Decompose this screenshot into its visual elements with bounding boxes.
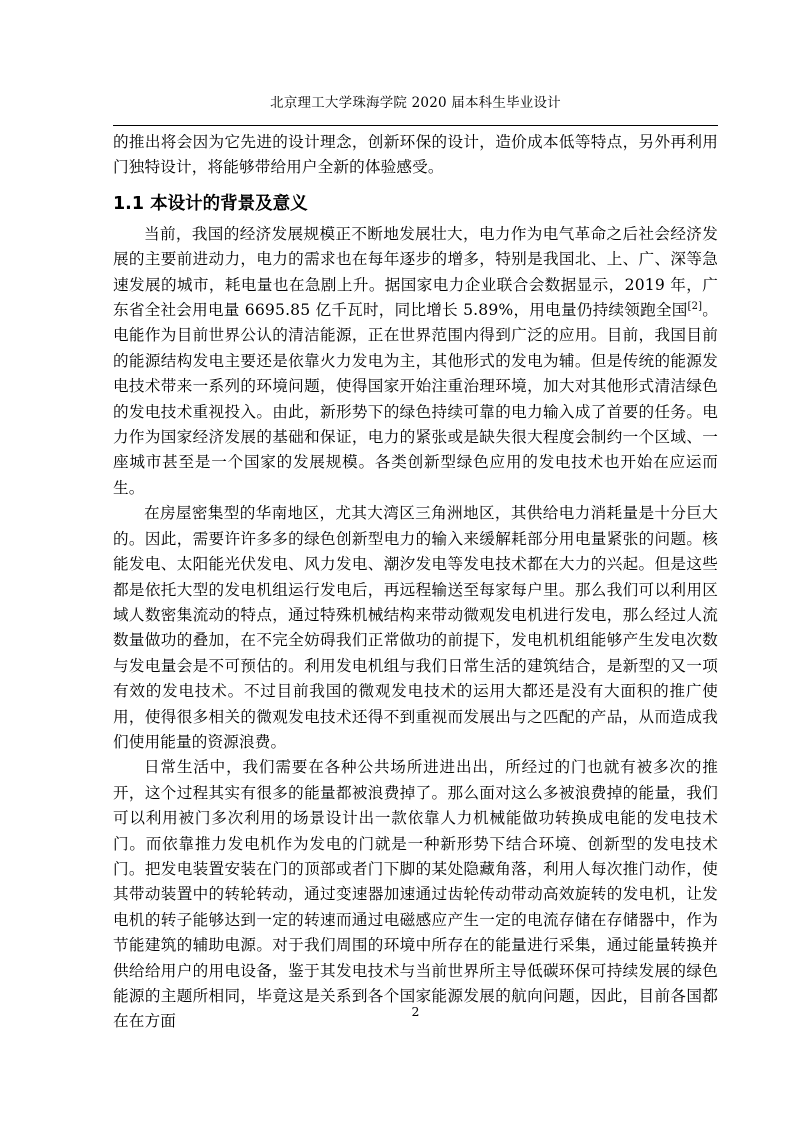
citation-reference: [2]	[687, 300, 703, 312]
body-text	[113, 130, 718, 1035]
header-rule	[113, 125, 718, 126]
background-paragraph-2: 在房屋密集型的华南地区，尤其大湾区三角洲地区，其供给电力消耗量是十分巨大的。因此，需要许许多多的绿色创新型电力的输入来缓解耗部分用电量紧张的问题。核能发电、太阳能光伏发电、风力发电、潮汐发电等发电技术都在大力的兴起。但是这些都是依托大型的发电机组运行发电后，再远程输送至每家每户里。那么我们可以利用区域人数密集流动的特点，通过特殊机械结构来带动微观发电机进行发电，那么经过人流数量做功的叠加，在不完全妨碍我们正常做功的前提下，发电机机组能够产生发电次数与发电量会是不可预估的。利用发电机组与我们日常生活的建筑结合，是新型的又一项有效的发电技术。不过目前我国的微观发电技术的运用大都还是没有大面积的推广使用，使得很多相关的微观发电技术还得不到重视而发展出与之匹配的产品，从而造成我们使用能量的资源浪费。	[113, 504, 718, 751]
paragraph-1-text-a: 当前，我国的经济发展规模正不断地发展壮大，电力作为电气革命之后社会经济发展的主要前进动力，电力的需求也在每年逐步的增多，特别是我国北、上、广、深等急速发展的城市，耗电量也在急剧上升。据国家电力企业联合会数据显示，2019 年，广东省全社会用电量 6695.85 亿千瓦时，同比增长 5.89%，用电量仍持续领跑全国	[113, 224, 718, 320]
running-header: 北京理工大学珠海学院 2020 届本科生毕业设计	[270, 95, 561, 111]
page-number: 2	[411, 1004, 420, 1019]
intro-continuation-paragraph: 的推出将会因为它先进的设计理念，创新环保的设计，造价成本低等特点，另外再利用门独特设计，将能够带给用户全新的体验感受。	[113, 133, 718, 177]
background-paragraph-3: 日常生活中，我们需要在各种公共场所进进出出，所经过的门也就有被多次的推开，这个过程其实有很多的能量都被浪费掉了。那么面对这么多被浪费掉的能量，我们可以利用被门多次利用的场景设计出一款依靠人力机械能做功转换成电能的发电技术门。而依靠推力发电机作为发电的门就是一种新形势下结合环境、创新型的发电技术门。把发电装置安装在门的顶部或者门下脚的某处隐藏角落，利用人每次推门动作，使其带动装置中的转轮转动，通过变速器加速通过齿轮传动带动高效旋转的发电机，让发电机的转子能够达到一定的转速而通过电磁感应产生一定的电流存储在存储器中，作为节能建筑的辅助电源。对于我们周围的环境中所存在的能量进行采集，通过能量转换并供给给用户的用电设备，鉴于其发电技术与当前世界所主导低碳环保可持续发展的绿色能源的主题所相同，毕竟这是关系到各个国家能源发展的航向问题，因此，目前各国都在在方面	[113, 758, 718, 1031]
section-heading: 1.1 本设计的背景及意义	[113, 193, 308, 214]
paragraph-1-text-b: 。电能作为目前世界公认的清洁能源，正在世界范围内得到广泛的应用。目前，我国目前的能源结构发电主要还是依靠火力发电为主，其他形式的发电为辅。但是传统的能源发电技术带来一系列的环境问题，使得国家开始注重治理环境，加大对其他形式清洁绿色的发电技术重视投入。由此，新形势下的绿色持续可靠的电力输入成了首要的任务。电力作为国家经济发展的基础和保证，电力的紧张或是缺失很大程度会制约一个区域、一座城市甚至是一个国家的发展规模。各类创新型绿色应用的发电技术也开始在应运而生。	[113, 301, 718, 497]
background-paragraph-1	[113, 222, 718, 501]
